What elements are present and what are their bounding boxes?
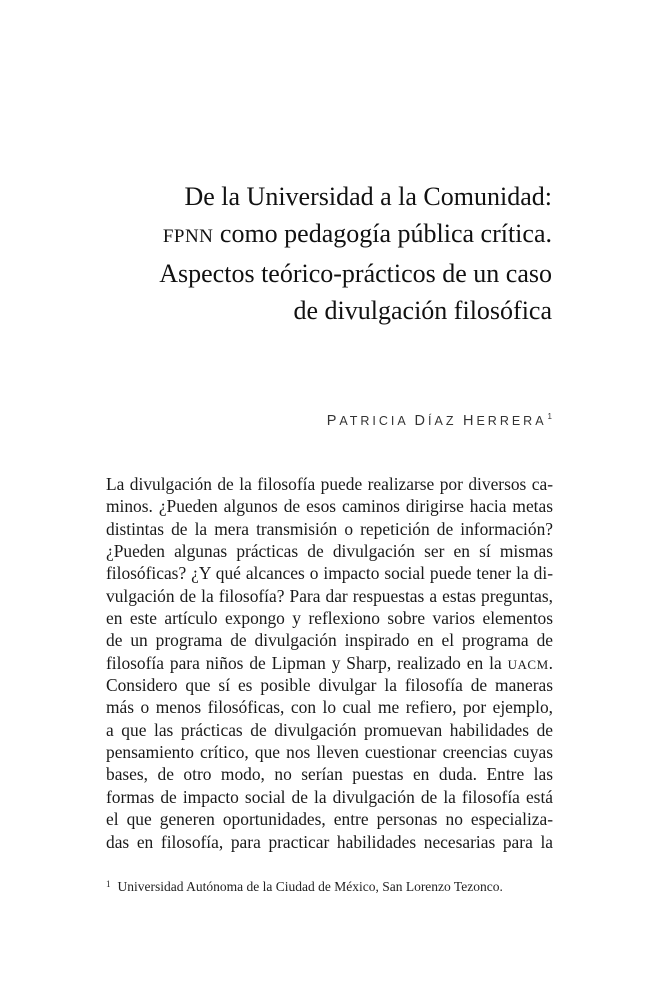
title-line-3: Aspectos teórico-prácticos de un caso (159, 259, 552, 288)
body-line: La divulgación de la filosofía puede realizarse por diversos ca- (106, 474, 553, 494)
author-initial-first: P (326, 413, 340, 429)
author-initial-last: H (462, 413, 477, 429)
author-name (327, 412, 552, 429)
body-line: en este artículo expongo y reflexiono sobre varios elementos (106, 608, 553, 629)
body-line: minos. ¿Pueden algunos de esos caminos dirigirse hacia metas (106, 496, 553, 517)
author-initial-middle: D (414, 413, 429, 429)
body-line-period: . (548, 652, 553, 673)
author-footnote-ref[interactable]: 1 (547, 412, 552, 421)
body-line: das en filosofía, para practicar habilidades necesarias para la (106, 831, 553, 852)
title-line-1: De la Universidad a la Comunidad: (184, 182, 552, 211)
footnote (106, 879, 553, 895)
body-line: formas de impacto social de la divulgación de la filosofía está (106, 786, 553, 807)
body-line: bases, de otro modo, no serían puestas en duda. Entre las (106, 764, 553, 785)
institution-abbreviation: UACM (507, 656, 549, 672)
body-line: más o menos filosóficas, con lo cual me refiero, por ejemplo, (106, 697, 553, 718)
body-line-with-abbreviation (106, 652, 553, 674)
author-first-rest: ATRICIA (339, 414, 409, 428)
body-line-text: filosofía para niños de Lipman y Sharp, realizado en la (106, 652, 502, 673)
body-paragraph (106, 473, 553, 853)
article-title (92, 178, 552, 329)
title-abbreviation: FPNN (162, 226, 214, 247)
body-line: pensamiento crítico, que nos lleven cuestionar creencias cuyas (106, 742, 553, 763)
author-middle-rest: ÍAZ (428, 414, 457, 428)
footnote-mark: 1 (106, 879, 111, 889)
body-line: distintas de la mera transmisión o repetición de información? (106, 518, 553, 539)
author-last-rest: ERRERA (476, 414, 547, 428)
title-line-2 (92, 215, 552, 255)
footnote-text: Universidad Autónoma de la Ciudad de México, San Lorenzo Tezonco. (117, 879, 503, 894)
title-line-2-text: como pedagogía pública crítica. (213, 219, 552, 248)
body-line: el que generen oportunidades, entre personas no especializa- (106, 809, 553, 830)
body-line: filosóficas? ¿Y qué alcances o impacto social puede tener la di- (106, 563, 553, 584)
title-line-4: de divulgación filosófica (293, 296, 552, 325)
body-line: de un programa de divulgación inspirado en el programa de (106, 630, 553, 651)
body-line: ¿Pueden algunas prácticas de divulgación ser en sí mismas (106, 541, 553, 562)
body-line: a que las prácticas de divulgación promuevan habilidades de (106, 719, 553, 740)
body-line: Considero que sí es posible divulgar la filosofía de maneras (106, 675, 553, 696)
body-line: vulgación de la filosofía? Para dar respuestas a estas preguntas, (106, 585, 553, 606)
